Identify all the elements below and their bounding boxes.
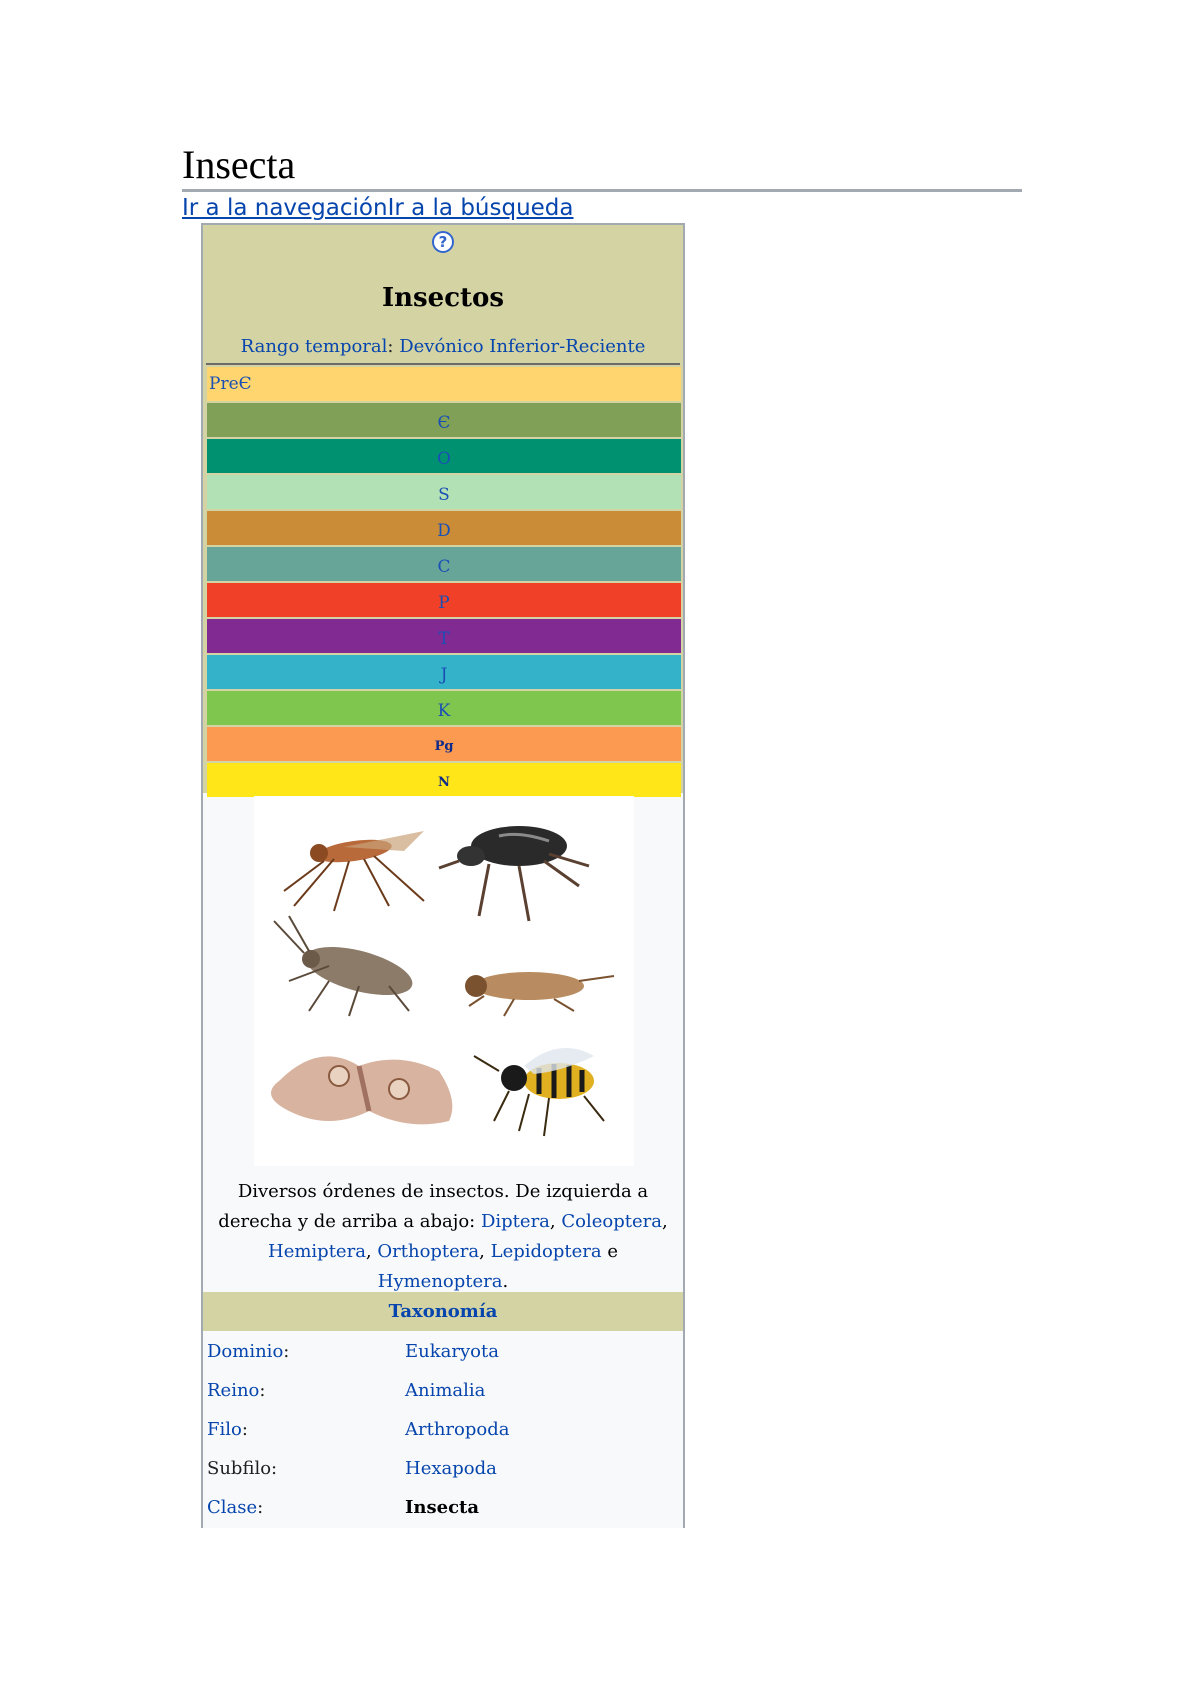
range-value-link[interactable]: Devónico Inferior-Reciente <box>399 336 646 357</box>
common-name: Insectos <box>381 283 505 313</box>
taxobox <box>201 223 685 1528</box>
jump-links <box>182 194 574 222</box>
range-divider <box>206 363 680 365</box>
caption-separator: , <box>479 1241 491 1262</box>
taxonomy-rank <box>207 1411 248 1449</box>
order-link-hymenoptera[interactable]: Hymenoptera <box>377 1271 503 1292</box>
order-link-lepidoptera[interactable]: Lepidoptera <box>490 1241 602 1262</box>
taxonomy-rank-colon: : <box>259 1380 266 1401</box>
insect-collage <box>254 796 634 1166</box>
period-bar[interactable]: J <box>207 655 681 689</box>
taxonomy-taxon[interactable]: Arthropoda <box>405 1419 510 1440</box>
taxonomy-header[interactable]: Taxonomía <box>203 1292 683 1331</box>
taxobox-header <box>203 225 683 793</box>
hymenoptera-illustration <box>474 1048 604 1136</box>
jump-to-navigation-link[interactable]: Ir a la navegación <box>182 195 388 221</box>
caption-period: . <box>502 1271 509 1292</box>
taxonomy-row <box>207 1372 677 1410</box>
taxonomy-rank-colon: : <box>283 1341 290 1362</box>
question-mark-icon[interactable]: ? <box>432 231 454 253</box>
period-bar[interactable]: S <box>207 475 681 509</box>
taxonomy-rank <box>207 1489 263 1527</box>
period-bar[interactable]: Pg <box>207 727 681 761</box>
taxonomy-rank-name: Subfilo <box>207 1458 272 1479</box>
taxonomy-taxon[interactable]: Eukaryota <box>405 1341 499 1362</box>
taxonomy-taxon: Insecta <box>405 1497 480 1518</box>
taxonomy-taxon[interactable]: Animalia <box>405 1380 486 1401</box>
period-bar[interactable]: K <box>207 691 681 725</box>
period-bar[interactable]: D <box>207 511 681 545</box>
coleoptera-illustration <box>439 826 589 921</box>
period-bar[interactable]: N <box>207 763 681 797</box>
geologic-period-bars <box>207 367 681 799</box>
range-label-link[interactable]: Rango temporal <box>240 336 388 357</box>
taxonomy-rank <box>207 1450 277 1488</box>
taxonomy-rank <box>207 1333 289 1371</box>
period-bar[interactable]: PreЄ <box>207 367 681 401</box>
insect-orders-image[interactable] <box>254 796 634 1166</box>
taxonomy-rank-name[interactable]: Reino <box>207 1380 260 1401</box>
taxonomy-rank-colon: : <box>271 1458 278 1479</box>
diptera-illustration <box>284 831 424 911</box>
order-link-orthoptera[interactable]: Orthoptera <box>377 1241 480 1262</box>
caption-separator: e <box>601 1241 618 1262</box>
page-title: Insecta <box>182 142 1022 192</box>
order-link-coleoptera[interactable]: Coleoptera <box>561 1211 662 1232</box>
lepidoptera-illustration <box>271 1056 452 1124</box>
jump-to-search-link[interactable]: Ir a la búsqueda <box>387 195 574 221</box>
taxonomy-rank-colon: : <box>257 1497 264 1518</box>
caption-separator: , <box>661 1211 668 1232</box>
taxonomy-row <box>207 1411 677 1449</box>
period-bar[interactable]: T <box>207 619 681 653</box>
period-bar[interactable]: O <box>207 439 681 473</box>
taxonomy-rank <box>207 1372 265 1410</box>
taxonomy-rank-name[interactable]: Clase <box>207 1497 258 1518</box>
temporal-range <box>203 336 683 357</box>
taxonomy-rank-name[interactable]: Filo <box>207 1419 242 1440</box>
taxonomy-rank-name[interactable]: Dominio <box>207 1341 284 1362</box>
range-colon: : <box>387 336 394 357</box>
period-bar[interactable]: C <box>207 547 681 581</box>
taxonomy-rank-colon: : <box>241 1419 248 1440</box>
taxonomy-taxon[interactable]: Hexapoda <box>405 1458 497 1479</box>
orthoptera-illustration <box>465 972 614 1016</box>
taxonomy-row <box>207 1489 677 1527</box>
period-bar[interactable]: P <box>207 583 681 617</box>
caption-separator: , <box>549 1211 562 1232</box>
order-link-hemiptera[interactable]: Hemiptera <box>268 1241 366 1262</box>
taxonomy-row <box>207 1450 677 1488</box>
period-bar[interactable]: Є <box>207 403 681 437</box>
order-link-diptera[interactable]: Diptera <box>480 1211 550 1232</box>
taxonomy-row <box>207 1333 677 1371</box>
image-caption <box>207 1177 679 1297</box>
caption-separator: , <box>365 1241 378 1262</box>
caption-text: Diversos órdenes de insectos. De izquierda a derecha y de arriba a abajo: <box>218 1181 649 1232</box>
hemiptera-illustration <box>274 916 417 1016</box>
